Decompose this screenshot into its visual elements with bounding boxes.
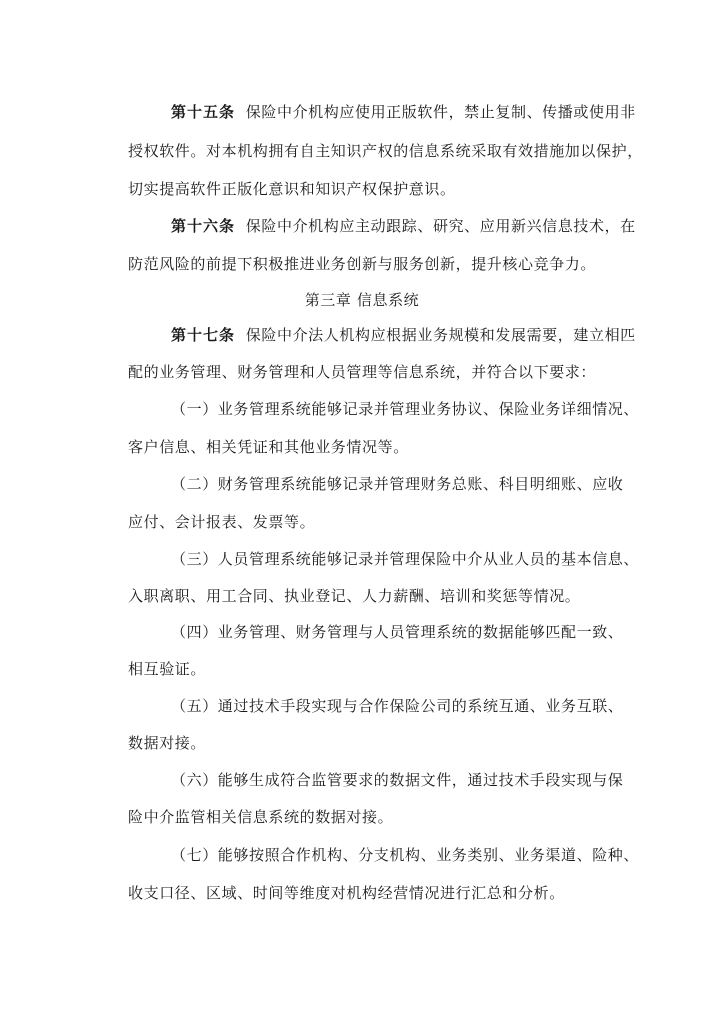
article-15-label: 第十五条	[171, 103, 236, 121]
article-16-text-1: 保险中介机构应主动跟踪、研究、应用新兴信息技术，在	[245, 217, 636, 235]
item-6-line-1: （六）能够生成符合监管要求的数据文件，通过技术手段实现与保	[171, 771, 624, 789]
article-15-line-2: 授权软件。对本机构拥有自主知识产权的信息系统采取有效措施加以保护，	[128, 142, 643, 160]
item-4-line-1: （四）业务管理、财务管理与人员管理系统的数据能够匹配一致、	[171, 623, 624, 641]
article-16-label: 第十六条	[171, 217, 236, 235]
item-2-line-1: （二）财务管理系统能够记录并管理财务总账、科目明细账、应收	[171, 475, 624, 493]
article-17-line-2: 配的业务管理、财务管理和人员管理等信息系统，并符合以下要求：	[128, 363, 597, 381]
item-1-line-1: （一）业务管理系统能够记录并管理业务协议、保险业务详细情况、	[171, 400, 640, 418]
item-1-line-2: 客户信息、相关凭证和其他业务情况等。	[128, 438, 409, 456]
article-17-text-1: 保险中介法人机构应根据业务规模和发展需要，建立相匹	[245, 326, 636, 344]
item-5-line-1: （五）通过技术手段实现与合作保险公司的系统互通、业务互联、	[171, 697, 624, 715]
item-4-line-2: 相互验证。	[128, 660, 207, 678]
article-17-label: 第十七条	[171, 326, 236, 344]
item-3-line-2: 入职离职、用工合同、执业登记、人力薪酬、培训和奖惩等情况。	[128, 587, 581, 605]
article-15-text-1: 保险中介机构应使用正版软件，禁止复制、传播或使用非	[245, 103, 636, 121]
item-3-line-1: （三）人员管理系统能够记录并管理保险中介从业人员的基本信息、	[171, 550, 640, 568]
item-6-line-2: 险中介监管相关信息系统的数据对接。	[128, 808, 394, 826]
item-7-line-1: （七）能够按照合作机构、分支机构、业务类别、业务渠道、险种、	[171, 846, 640, 864]
article-15-line-3: 切实提高软件正版化意识和知识产权保护意识。	[128, 180, 456, 198]
item-2-line-2: 应付、会计报表、发票等。	[128, 513, 316, 531]
article-16-line-1	[0, 216, 724, 236]
item-7-line-2: 收支口径、区域、时间等维度对机构经营情况进行汇总和分析。	[128, 884, 565, 902]
article-16-line-2: 防范风险的前提下积极推进业务创新与服务创新，提升核心竞争力。	[128, 255, 597, 273]
article-15-line-1	[0, 102, 724, 122]
chapter-3-heading: 第三章 信息系统	[304, 291, 420, 309]
article-17-line-1	[0, 325, 724, 345]
item-5-line-2: 数据对接。	[128, 734, 207, 752]
